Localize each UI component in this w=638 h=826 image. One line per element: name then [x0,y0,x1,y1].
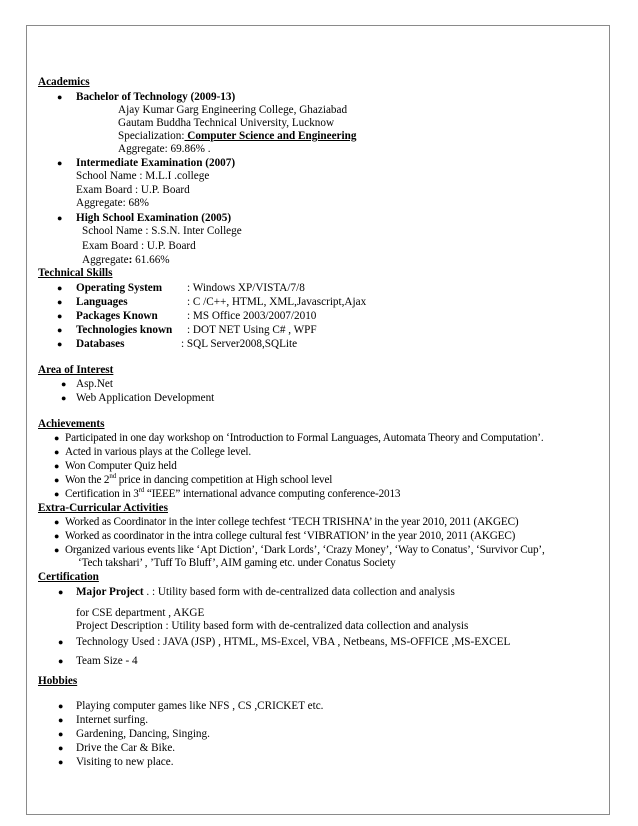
activity-continuation: ‘Tech takshari’ , ’Tuff To Bluff’, AIM gaming etc. under Conatus Society [78,557,396,569]
intermediate-aggregate: Aggregate: 68% [76,197,150,209]
bullet-icon: ● [57,311,63,321]
bullet-icon: ● [58,701,64,711]
certification-heading: Certification [38,571,99,583]
achievement-text: “IEEE” international advance computing conference-2013 [144,488,401,500]
bullet-icon: ● [58,715,64,725]
spec-value: Computer Science and Engineering [184,130,357,142]
btech-university: Gautam Buddha Technical University, Lucknow [118,117,335,129]
btech-title: Bachelor of Technology (2009-13) [76,91,236,103]
hobby-item: Playing computer games like NFS , CS ,CRICKET etc. [76,700,324,712]
skill-value: : MS Office 2003/2007/2010 [187,310,317,322]
ordinal-suffix: nd [109,472,117,480]
achievement-item: Participated in one day workshop on ‘Introduction to Formal Languages, Automata Theory and Computation’. [65,432,544,444]
activity-item: Worked as coordinator in the intra college cultural fest ‘VIBRATION’ in the year 2010, 2011 (AKGEC) [65,530,516,542]
major-project-value: . : Utility based form with de-centralized data collection and analysis [143,586,455,598]
skill-label: Operating System [76,282,163,294]
project-description: Project Description : Utility based form with de-centralized data collection and analysis [76,620,469,632]
bullet-icon: ● [58,757,64,767]
achievement-text: price in dancing competition at High school level [116,474,333,486]
page-border [26,25,610,815]
hobby-item: Drive the Car & Bike. [76,742,176,754]
btech-specialization [118,130,356,143]
aggregate-value: 61.66% [132,254,170,266]
hobbies-heading: Hobbies [38,675,78,687]
achievement-item [65,474,332,487]
area-of-interest-heading: Area of Interest [38,364,114,376]
bullet-icon: ● [54,461,60,471]
academics-heading: Academics [38,76,90,88]
intermediate-school: School Name : M.L.I .college [76,170,210,182]
bullet-icon: ● [58,637,64,647]
team-size: Team Size - 4 [76,655,138,667]
aggregate-colon: : [128,254,133,266]
bullet-icon: ● [58,587,64,597]
highschool-board: Exam Board : U.P. Board [82,240,196,252]
skill-label: Packages Known [76,310,158,322]
skill-label: Databases [76,338,125,350]
skill-value: : C /C++, HTML, XML,Javascript,Ajax [187,296,367,308]
activity-item: Organized various events like ‘Apt Diction’, ‘Dark Lords’, ‘Crazy Money’, ‘Way to Conatus’, ‘Survivor Cup’, [65,544,545,556]
bullet-icon: ● [58,656,64,666]
highschool-title: High School Examination (2005) [76,212,232,224]
intermediate-board: Exam Board : U.P. Board [76,184,190,196]
achievement-text: Won the 2 [65,474,110,486]
intermediate-title: Intermediate Examination (2007) [76,157,236,169]
btech-aggregate: Aggregate: 69.86% . [118,143,211,155]
aggregate-label: Aggregate [82,254,129,266]
bullet-icon: ● [61,393,67,403]
bullet-icon: ● [54,531,60,541]
skill-value: : Windows XP/VISTA/7/8 [187,282,305,294]
highschool-school: School Name : S.S.N. Inter College [82,225,242,237]
bullet-icon: ● [54,447,60,457]
bullet-icon: ● [54,433,60,443]
hobby-item: Visiting to new place. [76,756,174,768]
extra-curricular-heading: Extra-Curricular Activities [38,502,168,514]
bullet-icon: ● [57,92,63,102]
interest-item: Web Application Development [76,392,215,404]
bullet-icon: ● [57,158,63,168]
highschool-aggregate [82,254,170,267]
interest-item: Asp.Net [76,378,113,390]
bullet-icon: ● [58,743,64,753]
achievement-item: Acted in various plays at the College level. [65,446,252,458]
spec-label: Specialization: [118,130,185,142]
skill-label: Technologies known [76,324,173,336]
ordinal-suffix: rd [138,486,145,494]
achievement-item: Won Computer Quiz held [65,460,177,472]
bullet-icon: ● [57,339,63,349]
skill-value: : DOT NET Using C# , WPF [187,324,317,336]
bullet-icon: ● [57,325,63,335]
technology-used: Technology Used : JAVA (JSP) , HTML, MS-Excel, VBA , Netbeans, MS-OFFICE ,MS-EXCEL [76,636,511,648]
bullet-icon: ● [57,283,63,293]
achievement-text: Certification in 3 [65,488,139,500]
bullet-icon: ● [57,213,63,223]
bullet-icon: ● [54,475,60,485]
btech-college: Ajay Kumar Garg Engineering College, Ghaziabad [118,104,348,116]
hobby-item: Internet surfing. [76,714,149,726]
major-project [76,586,455,599]
skill-value: : SQL Server2008,SQLite [181,338,298,350]
activity-item: Worked as Coordinator in the inter college techfest ‘TECH TRISHNA’ in the year 2010, 2011 (AKGEC) [65,516,519,528]
bullet-icon: ● [54,545,60,555]
achievement-item [65,488,400,501]
achievements-heading: Achievements [38,418,105,430]
major-project-label: Major Project [76,586,144,598]
hobby-item: Gardening, Dancing, Singing. [76,728,210,740]
bullet-icon: ● [54,489,60,499]
technical-skills-heading: Technical Skills [38,267,113,279]
project-department: for CSE department , AKGE [76,607,205,619]
bullet-icon: ● [61,379,67,389]
bullet-icon: ● [57,297,63,307]
skill-label: Languages [76,296,128,308]
bullet-icon: ● [54,517,60,527]
bullet-icon: ● [58,729,64,739]
